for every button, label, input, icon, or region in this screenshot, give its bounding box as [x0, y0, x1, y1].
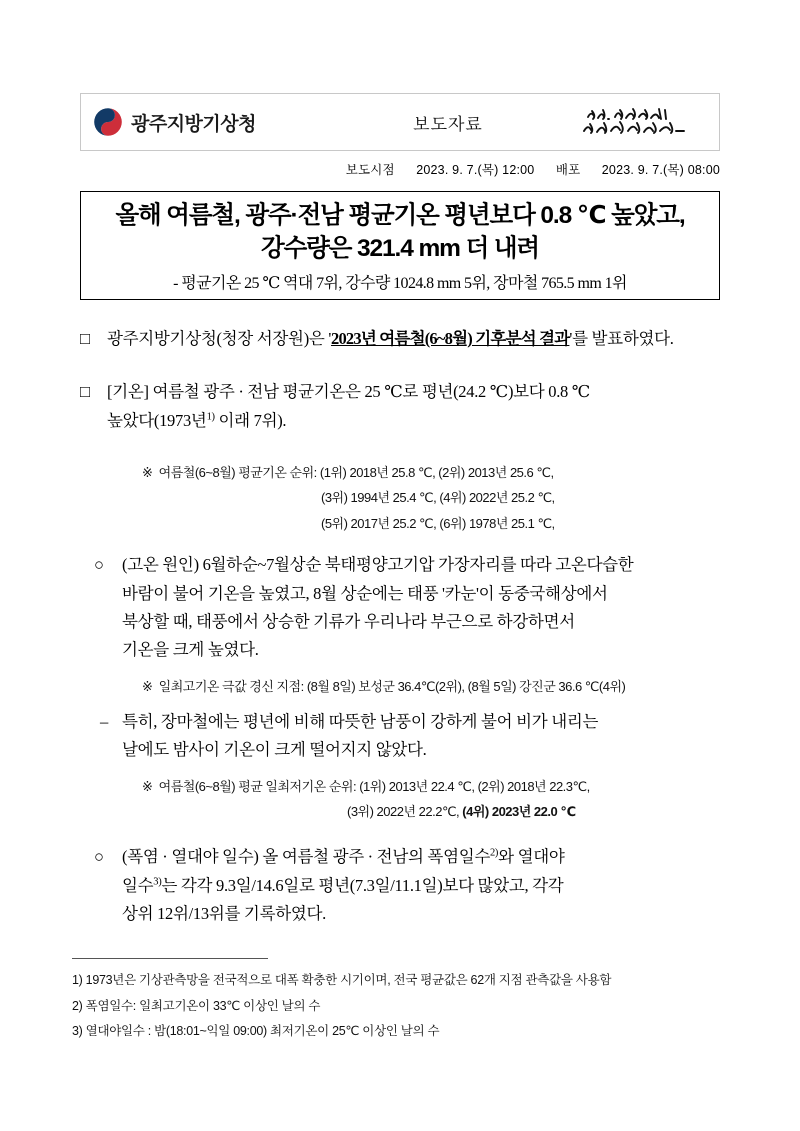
heatwave-line-2: [122, 872, 724, 900]
footnote-ref-2: 2): [489, 847, 499, 859]
monsoon-line-2: 날에도 밤사이 기온이 크게 떨어지지 않았다.: [122, 740, 427, 760]
paragraph-monsoon-night-temp: [100, 708, 724, 765]
footnote-ref-1: 1): [206, 411, 215, 423]
heatwave-line-1: [122, 843, 724, 871]
note-row: [142, 511, 724, 536]
government-slogan-handwritten: [559, 105, 709, 139]
headline-line-1: 올해 여름철, 광주·전남 평균기온 평년보다 0.8 ℃ 높았고,: [115, 202, 685, 229]
heatwave-line-1-a: (폭염 · 열대야 일수) 올 여름철 광주 · 전남의 폭염일수: [122, 847, 490, 867]
agency-name: 광주지방기상청: [131, 113, 256, 135]
government-taeguk-logo-icon: [93, 107, 123, 137]
note-label: 여름철(6~8월) 평균 일최저기온 순위:: [158, 778, 357, 794]
min-ranking-row-2-highlight: (4위) 2023년 22.0 ℃: [462, 804, 576, 820]
document-body: [80, 325, 724, 929]
heatwave-line-2-a: 일수: [122, 875, 154, 895]
report-title-emphasis: 2023년 여름철(6~8월) 기후분석 결과: [331, 329, 570, 348]
distribute-label: 배포: [555, 163, 581, 177]
spacer: [80, 536, 724, 551]
temperature-line-2-b: 이래 7위).: [214, 410, 287, 430]
footnote-3: 3) 열대야일수 : 밤(18:01~익일 09:00) 최저기온이 25℃ 이상인 날의 수: [72, 1024, 440, 1039]
announcement-suffix: '를 발표하였다.: [569, 329, 674, 348]
temperature-line-2-a: 높았다(1973년: [107, 410, 207, 430]
headline-subtitle: - 평균기온 25 ℃ 역대 7위, 강수량 1024.8 mm 5위, 장마철 765.5 mm 1위: [173, 275, 627, 293]
cause-line-3: 북상할 때, 태풍에서 상승한 기류가 우리나라 부근으로 하강하면서: [122, 611, 575, 631]
paragraph-high-temp-cause: [94, 551, 724, 665]
spacer: [80, 699, 724, 708]
embargo-label: 보도시점: [345, 163, 395, 177]
heatwave-line-1-b: 와 열대야: [498, 847, 565, 867]
record-high-text: 일최고기온 극값 경신 지점: (8월 8일) 보성군 36.4℃(2위), (8월 5일) 강진군 36.6 ℃(4위): [158, 678, 626, 694]
headline-line-2: 강수량은 321.4 mm 더 내려: [261, 234, 539, 262]
note-row: [142, 799, 724, 824]
bullet-dash-icon: –: [100, 712, 108, 731]
heatwave-line-2-b: 는 각각 9.3일/14.6일로 평년(7.3일/11.1일)보다 많았고, 각각: [161, 875, 564, 895]
cause-line-4: 기온을 크게 높였다.: [122, 640, 259, 660]
ranking-row-2: (3위) 1994년 25.4 ℃, (4위) 2022년 25.2 ℃,: [321, 490, 555, 506]
headline-box: [80, 191, 720, 300]
note-row: [142, 485, 724, 510]
cause-line-2: 바람이 불어 기온을 높였고, 8월 상순에는 태풍 '카눈'이 동중국해상에서: [122, 583, 608, 603]
temperature-line-2: [107, 407, 724, 435]
footnotes-section: [72, 958, 732, 1045]
bullet-circle-icon: ○: [94, 555, 104, 575]
page-title: [89, 200, 711, 265]
bullet-square-icon: □: [80, 329, 90, 348]
document-type-label: 보도자료: [413, 114, 483, 134]
embargo-value: 2023. 9. 7.(목) 12:00: [416, 163, 535, 177]
release-timing: [80, 160, 720, 178]
ranking-row-3: (5위) 2017년 25.2 ℃, (6위) 1978년 25.1 ℃,: [321, 515, 555, 531]
bullet-circle-icon: ○: [94, 847, 104, 867]
min-ranking-row-1: (1위) 2013년 22.4 ℃, (2위) 2018년 22.3℃,: [359, 778, 590, 794]
note-row: [142, 460, 724, 485]
note-mark-icon: ※: [142, 778, 153, 794]
distribute-value: 2023. 9. 7.(목) 08:00: [601, 163, 720, 177]
heatwave-line-3: 상위 12위/13위를 기록하였다.: [122, 904, 326, 924]
spacer: [80, 665, 724, 674]
paragraph-text: [107, 325, 724, 353]
agency-identity: [93, 107, 343, 137]
footnote-ref-3: 3): [153, 876, 162, 888]
footnote-divider: [72, 958, 268, 959]
note-row: [142, 774, 724, 799]
document-header: [80, 93, 720, 151]
spacer: [80, 824, 724, 843]
note-label: 여름철(6~8월) 평균기온 순위:: [158, 465, 317, 481]
paragraph-temperature: [80, 378, 724, 435]
paragraph-announcement: [80, 325, 724, 353]
announcement-prefix: 광주지방기상청(청장 서장원)은 ': [107, 329, 332, 348]
note-mark-icon: ※: [142, 465, 153, 481]
spacer: [80, 451, 724, 460]
note-record-high-stations: [142, 674, 724, 699]
bullet-square-icon: □: [80, 382, 90, 402]
note-mean-temperature-ranking: [142, 460, 724, 536]
min-ranking-row-2-plain: (3위) 2022년 22.2℃,: [347, 804, 463, 820]
ranking-row-1: (1위) 2018년 25.8 ℃, (2위) 2013년 25.6 ℃,: [319, 465, 554, 481]
note-min-temperature-ranking: [142, 774, 724, 825]
note-row: [142, 674, 724, 699]
cause-line-1: (고온 원인) 6월하순~7월상순 북태평양고기압 가장자리를 따라 고온다습한: [122, 555, 634, 575]
footnote-2: 2) 폭염일수: 일최고기온이 33℃ 이상인 날의 수: [72, 998, 321, 1013]
footnote-1: 1) 1973년은 기상관측망을 전국적으로 대폭 확충한 시기이며, 전국 평균값은 62개 지점 관측값을 사용함: [72, 973, 612, 987]
spacer: [80, 765, 724, 774]
spacer: [80, 369, 724, 378]
temperature-line-1: [기온] 여름철 광주 · 전남 평균기온은 25 ℃로 평년(24.2 ℃)보다 0.8 ℃: [107, 382, 590, 402]
note-mark-icon: ※: [142, 678, 153, 694]
paragraph-heatwave-tropical-nights: [94, 843, 724, 928]
monsoon-line-1: 특히, 장마철에는 평년에 비해 따뜻한 남풍이 강하게 불어 비가 내리는: [122, 712, 599, 731]
